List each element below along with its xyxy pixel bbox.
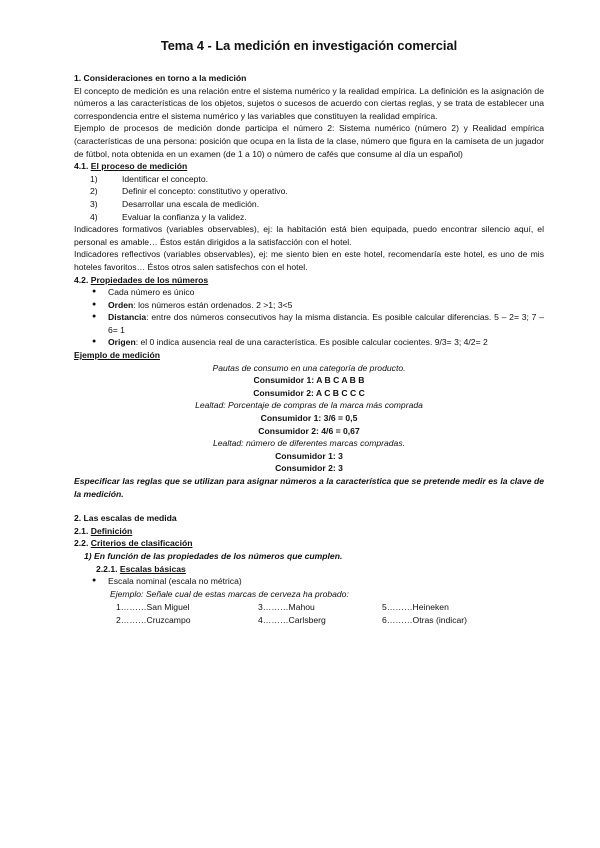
beer-question: Ejemplo: Señale cual de estas marcas de cerveza ha probado:: [110, 588, 349, 599]
list-item: [74, 286, 544, 299]
list-item: [74, 311, 544, 336]
number-properties-list: [74, 286, 544, 349]
step-number: 3): [90, 198, 98, 209]
brand-option: 2………Cruzcampo: [116, 614, 191, 625]
brand-option: 1………San Miguel: [116, 602, 190, 613]
step-text: Evaluar la confianza y la validez.: [122, 211, 247, 222]
section-2-2-number: 2.2.: [74, 538, 91, 549]
section-2-2-1-title: Escalas básicas: [119, 563, 186, 574]
property-description: : el 0 indica ausencia real de una característica. Es posible calcular cocientes. 9/3= 3; 4/2= 2: [135, 337, 488, 348]
example-loyalty-definition-1: Lealtad: Porcentaje de compras de la marca más comprada: [195, 400, 423, 411]
reflective-indicators-paragraph: Indicadores reflectivos (variables observables), ej: me siento bien en este hotel, recomendaría este hotel, es uno de mis hoteles favoritos… Éstos otros salen satisfechos con el hotel.: [74, 249, 544, 272]
section-2-1-number: 2.1.: [74, 525, 91, 536]
section-4-2-number: 4.2.: [74, 274, 91, 285]
step-text: Definir el concepto: constitutivo y operativo.: [122, 186, 288, 197]
step-number: 1): [90, 173, 98, 184]
brand-option: 3………Mahou: [258, 602, 315, 613]
brand-option: 6………Otras (indicar): [382, 614, 467, 625]
list-item: [74, 198, 544, 211]
bullet-icon: ●: [92, 300, 97, 308]
step-text: Desarrollar una escala de medición.: [122, 198, 260, 209]
example-conclusion: Especificar las reglas que se utilizan para asignar números a la característica que se pretende medir es la clave de la medición.: [74, 476, 544, 499]
section-1-paragraph-2: Ejemplo de procesos de medición donde participa el número 2: Sistema numérico (número 2) y Realidad empírica (características de una persona: posición que ocupa en la lista de la clase, número que figura en la camiseta de un jugador de fútbol, nota obtenida en un examen (de 1 a 10) o número de cafés que consume al día un español): [74, 123, 544, 159]
section-4-2-title: Propiedades de los números: [90, 274, 209, 285]
scale-types-list: [74, 575, 544, 588]
example-loyalty-definition-2: Lealtad: número de diferentes marcas compradas.: [212, 438, 406, 449]
example-consumer-2-ratio: Consumidor 2: 4/6 = 0,67: [258, 425, 360, 436]
example-consumer-2-purchases: Consumidor 2: A C B C C C: [253, 387, 365, 398]
example-consumer-2-brands: Consumidor 2: 3: [275, 463, 343, 474]
brand-option: 4………Carlsberg: [258, 614, 326, 625]
example-consumer-1-ratio: Consumidor 1: 3/6 = 0,5: [260, 413, 358, 424]
section-2-2-1-number: 2.2.1.: [96, 563, 120, 574]
section-1-heading: 1. Consideraciones en torno a la medición: [74, 73, 247, 83]
step-number: 4): [90, 211, 98, 222]
section-4-1-number: 4.1.: [74, 161, 91, 172]
bullet-icon: ●: [92, 338, 97, 346]
section-2-2-heading: [74, 537, 544, 550]
section-2-heading: 2. Las escalas de medida: [74, 513, 177, 524]
list-item: [74, 336, 544, 349]
nominal-scale-label: Escala nominal (escala no métrica): [108, 576, 242, 587]
list-item: [74, 211, 544, 224]
step-text: Identificar el concepto.: [122, 173, 208, 184]
section-4-1-heading: [74, 160, 544, 173]
bullet-icon: ●: [92, 288, 97, 296]
section-2-2-title: Criterios de clasificación: [90, 538, 193, 549]
property-label: Distancia: [108, 312, 147, 323]
step-number: 2): [90, 186, 98, 197]
section-2-1-heading: [74, 525, 544, 538]
formative-indicators-paragraph: Indicadores formativos (variables observables), ej: la habitación está bien equipada, puedo encontrar silencio aquí, el personal es amable… Éstos están dirigidos a la satisfacción con el hotel.: [74, 224, 544, 247]
property-text: [108, 336, 544, 349]
property-text: Cada número es único: [108, 287, 195, 298]
property-description: : entre dos números consecutivos hay la misma distancia. Es posible calcular diferencias. 5 – 2= 3; 7 – 6= 1: [108, 312, 544, 335]
example-consumption-patterns: Pautas de consumo en una categoría de producto.: [212, 362, 406, 373]
section-4-1-title: El proceso de medición: [90, 161, 188, 172]
example-consumer-1-brands: Consumidor 1: 3: [275, 450, 343, 461]
brand-option: 5………Heineken: [382, 602, 449, 613]
property-text: [108, 311, 544, 336]
example-consumer-1-purchases: Consumidor 1: A B C A B B: [253, 375, 365, 386]
bullet-icon: ●: [92, 313, 97, 321]
property-text: [108, 299, 544, 312]
property-label: Origen: [108, 337, 136, 348]
page-title: Tema 4 - La medición en investigación comercial: [160, 38, 458, 53]
spacer: [74, 500, 544, 512]
list-item: [74, 575, 544, 588]
section-2-2-1-heading: [74, 563, 544, 576]
section-4-2-heading: [74, 274, 544, 287]
list-item: [74, 173, 544, 186]
bullet-icon: ●: [92, 577, 97, 585]
property-description: : los números están ordenados. 2 >1; 3<5: [133, 299, 293, 310]
beer-brand-options: [74, 601, 544, 626]
measurement-example-heading: Ejemplo de medición: [74, 350, 160, 361]
section-2-1-title: Definición: [90, 525, 133, 536]
section-1-paragraph-1: El concepto de medición es una relación entre el sistema numérico y la realidad empírica. La definición es la asignación de números a las características de los objetos, sujetos o sucesos de acuerdo con ciertas reglas, y se trata de establecer una correspondencia entre el sistema numérico y las variables que constituyen la realidad empírica.: [74, 85, 544, 121]
measurement-steps-list: [74, 173, 544, 223]
list-item: [74, 299, 544, 312]
property-label: Orden: [108, 299, 134, 310]
classification-criterion-1: 1) En función de las propiedades de los números que cumplen.: [84, 550, 343, 561]
list-item: [74, 185, 544, 198]
